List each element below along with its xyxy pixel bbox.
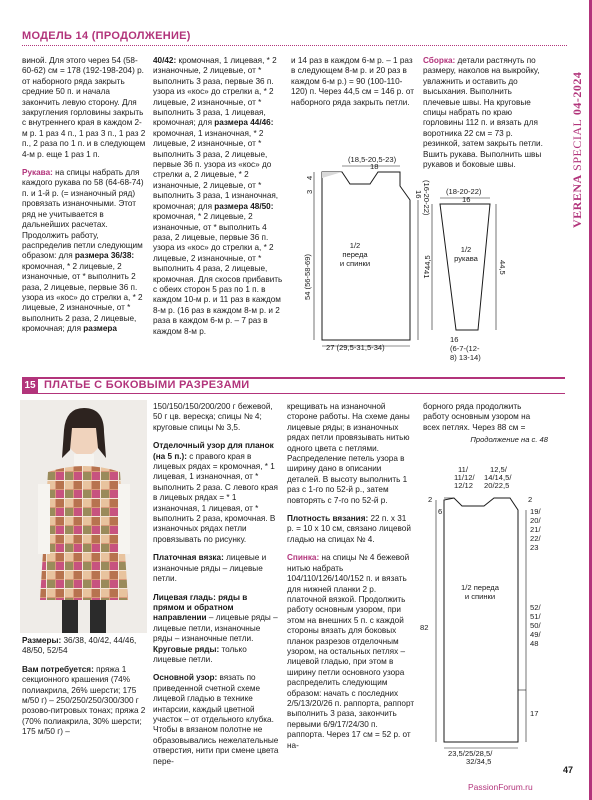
divider xyxy=(22,45,567,46)
front-back-pattern-diagram xyxy=(300,150,430,350)
dim-top-left: 11/12/ xyxy=(454,473,475,482)
continued-note: Продолжение на с. 48 xyxy=(470,435,548,445)
text: 36/38, 40/42, 44/46, 48/50, 52/54 xyxy=(22,636,137,656)
page-number: 47 xyxy=(563,765,574,775)
text: только лицевые петли. xyxy=(153,644,247,664)
paragraph xyxy=(153,553,281,584)
paragraph: и 14 раз в каждом 6-м р. – 1 раз в следующем 8-м р. и 20 раз в каждом 6-м р.) = 90 (100-110-120) п. Через 44,5 см = 146 р. от наборного ряда закрыть петли. xyxy=(291,56,415,107)
dress-pattern-diagram xyxy=(418,460,558,766)
magazine-vertical-title xyxy=(570,28,590,228)
dim-top-right: 12,5/ xyxy=(490,465,507,474)
dim-left-label: 44,5 xyxy=(423,255,432,270)
dim-bottom: 23,5/25/28,5/ xyxy=(448,749,493,758)
footer-site: PassionForum.ru xyxy=(468,782,533,792)
issue-number: 04-2024 xyxy=(570,71,584,116)
dim-right-stack: 22/ xyxy=(530,534,541,543)
special-label: SPECIAL xyxy=(570,118,584,171)
pattern-label: Лицевая гладь: ряды в прямом и обратном направлении xyxy=(153,592,248,623)
dim-bottom: 32/34,5 xyxy=(466,757,492,766)
heading-assembly: Сборка: xyxy=(423,56,456,65)
dim-right-stack: 2 xyxy=(528,495,533,504)
dim-left-height: 82 xyxy=(420,623,429,632)
paragraph xyxy=(287,514,415,545)
dim-top-sub: 16 xyxy=(462,195,471,204)
dim-right-stack: 21/ xyxy=(530,525,541,534)
paragraph xyxy=(153,56,284,337)
paragraph xyxy=(423,56,548,170)
text-column-2 xyxy=(153,56,284,345)
dim-right-label: (16-20-22) xyxy=(422,180,431,216)
dim-right-label: 44,5 xyxy=(498,260,507,275)
section-title-model-14: МОДЕЛЬ 14 (ПРОДОЛЖЕНИЕ) xyxy=(22,30,191,42)
size-label: размера 48/50: xyxy=(214,201,274,211)
paragraph xyxy=(153,441,281,545)
dim-top-right: 14/14,5/ xyxy=(484,473,512,482)
text: пряжа 1 секционного крашения (74% полиакрила, 26% шерсти; 175 м/50 г) – 250/250/250/300/300 г розово-питровых тонах; пряжа 2 (70% полиакрила, 30% шерсти; 175 м/50 г) – xyxy=(22,664,146,737)
dim-neck-label: 3 xyxy=(305,189,314,194)
text: вязать по приведенной счетной схеме лицевой гладью в технике интарсии, каждый цветной участок – от отдельного клубка. Чтобы в вязаном полотне не образовывались нежелательные отверстия, нити при смене цвета пере- xyxy=(153,673,279,766)
text: на спицы набрать для каждого рукава по 58 (64-68-74) п. и 1-й р. (= изнаночный ряд) провязать изнаночными. Этот ряд не учитывается в дальнейших расчетах. Продолжить работу, распределив петли следующим образом: для xyxy=(22,168,144,261)
paragraph xyxy=(22,665,148,738)
text: кромочная, 1 изнаночная, * 2 лицевые, 2 изнаночные, от * выполнить 3 раза, 2 лицевые, первые 36 п. узора из «кос» до стрелки a, 2 лицевые, * 2 изнаночные, 2 лицевые, от * выполнить 3 раза, 1 изнаночная, кромочная; для xyxy=(153,128,279,211)
text: лицевые и изнаночные ряды – лицевые петли. xyxy=(153,553,267,584)
text: детали растянуть по размеру, наколов на выкройку, увлажнить и оставить до высыхания. Выполнить плечевые швы. На круговые спицы набрать по краю горловины 112 п. и вязать для воротника 22 см = 73 р. резинкой, затем закрыть петли. Вшить рукава. Выполнить швы рукавов и боковые швы. xyxy=(423,56,543,170)
paragraph xyxy=(153,593,281,666)
text-column-15-4 xyxy=(423,402,548,454)
dim-left-label: 54 (56-58-69) xyxy=(303,253,312,300)
text-column-15-1 xyxy=(22,636,148,746)
text: 22 п. х 31 р. = 10 х 10 см, связано лицевой гладью на спицах № 4. xyxy=(287,514,411,544)
pattern-label: Платочная вязка: xyxy=(153,553,224,563)
dim-bottom-label: 27 (29,5-31,5-34) xyxy=(326,343,385,352)
dim-right-lower: 50/ xyxy=(530,621,541,630)
dim-right-stack: 20/ xyxy=(530,516,541,525)
dim-top-left: 11/ xyxy=(458,465,468,474)
text: кромочная, * 2 лицевые, 2 изнаночные, от * выполнить 4 раза, 2 лицевые, первые 36 п. узора из «кос» до стрелки a, * 2 лицевые, 2 изнаночные, от * выполнить 4 раза, 2 лицевые, кромочная. Для скосов прибавить с обеих сторон 5 раз по 1 п. в каждом 10-м р. и 11 раз в каждом 8-м р. (16 раз в каждом 8-м р. и 2 раза в каждом 6-м р. – 7 раз в каждом 8-м р. xyxy=(153,212,283,336)
dim-left-small: 2 xyxy=(428,495,433,504)
materials-label: Вам потребуется: xyxy=(22,664,94,674)
dim-right-lower: 48 xyxy=(530,639,539,648)
gauge-label: Плотность вязания: xyxy=(287,514,369,524)
paragraph xyxy=(287,553,415,751)
size-label: размера 36/38: xyxy=(74,251,135,261)
piece-label: 1/2 переда и спинки xyxy=(461,583,499,601)
dim-bottom-label: 16 (6-7-(12-8) 13-14) xyxy=(450,335,481,362)
dim-right-stack: 19/ xyxy=(530,507,541,516)
dress-outline xyxy=(444,498,518,742)
dim-top-label: (18-20-22) xyxy=(446,187,482,196)
paragraph: 150/150/150/200/200 г бежевой, 50 г цв. вересқа; спицы № 4; круговые спицы № 3,5. xyxy=(153,402,273,432)
dim-top-sub: 18 xyxy=(370,162,379,171)
dim-right-height: 41 xyxy=(422,270,431,279)
size-label: размера xyxy=(83,324,117,334)
paragraph xyxy=(153,673,281,767)
pattern-label: Круговые ряды: xyxy=(153,644,220,654)
dim-neck-label: 4 xyxy=(305,175,314,180)
sizes-label: Размеры: xyxy=(22,636,62,645)
dim-right-lower: 52/ xyxy=(530,603,541,612)
pattern-label: Отделочный узор для планок (на 5 п.): xyxy=(153,441,274,461)
model-photo xyxy=(20,400,147,633)
dim-top-left: 12/12 xyxy=(454,481,474,490)
paragraph: борного ряда продолжить работу основным узором на всех петлях. Через 88 см = xyxy=(423,402,531,432)
back-label: Спинка: xyxy=(287,553,320,563)
text: – лицевые ряды – лицевые петли, изнаночные ряды – изнаночные петли. xyxy=(153,613,278,644)
dim-top-label: (18,5-20,5-23) xyxy=(348,155,397,164)
text: на спицы № 4 бежевой нитью набрать 104/110/126/140/152 п. и вязать для нижней планки 2 р. платочной вязкой. Продолжить работу основным узором, при этом на внешних 5 п. с каждой стороны вязать для боковых планок разрезов отделочным узором, на остальных петлях – лицевой гладью, при этом в ширину петли основного узора распределить следующим образом: начать с последних 2/5/13/20/26 п. раппорта, раппорт выполнить 3 раза, закончить первыми 6/9/17/24/30 п. раппорта. Через 17 см = 52 р. от на- xyxy=(287,553,415,750)
dim-top-right: 20/22,5 xyxy=(484,481,510,490)
text-column-15-2 xyxy=(153,402,281,775)
piece-label: 1/2 рукава xyxy=(454,245,478,263)
text-column-1 xyxy=(22,56,146,343)
piece-label: 1/2 переда и спинки xyxy=(339,241,371,268)
dim-right-lower: 49/ xyxy=(530,630,541,639)
text: кромочная, * 2 лицевые, 2 изнаночные, от * выполнить 2 раза, 2 лицевые, первые 36 п. узора из «кос» до стрелки a, * 2 лицевые, 2 изнаночные, от * выполнить 2 раза, 2 лицевые, кромочная; для xyxy=(22,261,143,334)
paragraph: крещивать на изнаночной стороне работы. На схеме даны лицевые ряды; в изнаночных рядах петли провязывать нитью одного цвета с петлями. Распределение петель узора в ширину дано в описании деталей. В высоту выполнить 1 раз с 1-го по 52-й р., затем повторять с 7-го по 52-й р. xyxy=(287,402,410,505)
dim-right-label: 16 xyxy=(414,190,423,199)
size-label: 40/42: xyxy=(153,56,177,65)
text-column-15-3 xyxy=(287,402,415,759)
dress-photo-illustration xyxy=(20,400,147,633)
pattern-label: Основной узор: xyxy=(153,673,218,683)
text-column-3 xyxy=(291,56,416,116)
sleeve-pattern-diagram xyxy=(420,187,510,362)
paragraph xyxy=(22,636,148,657)
heading-sleeves: Рукава: xyxy=(22,168,53,178)
paragraph: виной. Для этого через 54 (58-60-62) см = 178 (192-198-204) р. от наборного ряда закрыть средние 50 п. и начала закончить левую сторону. Для закругления горловины закрыть с внутреннего края в каждом 2-м р. 1 раз 4 п., 1 раз 3 п., 1 раз 2 п., 2 раза по 1 п. и в следующем 4-м р. еще 1 раз 1 п. xyxy=(22,56,146,159)
brand-name: VERENA xyxy=(570,174,584,228)
text: с правого края в лицевых рядах = кромочная, * 1 лицевая, 1 изнаночная, от * выполнить 2 раза. С левого края в лицевых рядах = * 1 изнаночная, 1 лицевая, от * выполнить 2 раза, кромочная. В изнаночных рядах петли провязывать по рисунку. xyxy=(153,451,278,544)
dim-bottom-right: 17 xyxy=(530,709,539,718)
text-column-4 xyxy=(423,56,548,178)
size-label: размера 44/46: xyxy=(214,118,274,128)
paragraph xyxy=(22,168,146,335)
dim-right-stack: 23 xyxy=(530,543,539,552)
section-number: 15 xyxy=(22,378,38,393)
text: кромочная, 1 лицевая, * 2 изнаночные, 2 лицевые, от * выполнить 3 раза, первые 36 п. узора из «кос» до стрелки a, * 2 лицевые, 2 изнаночные, от * выполнить 3 раза, 1 лицевая, кромочная; для xyxy=(153,56,277,128)
dim-right-lower: 51/ xyxy=(530,612,541,621)
section-title-15: ПЛАТЬЕ С БОКОВЫМИ РАЗРЕЗАМИ xyxy=(44,379,250,391)
sleeve-outline xyxy=(440,204,490,330)
dim-left-small: 6 xyxy=(438,507,443,516)
